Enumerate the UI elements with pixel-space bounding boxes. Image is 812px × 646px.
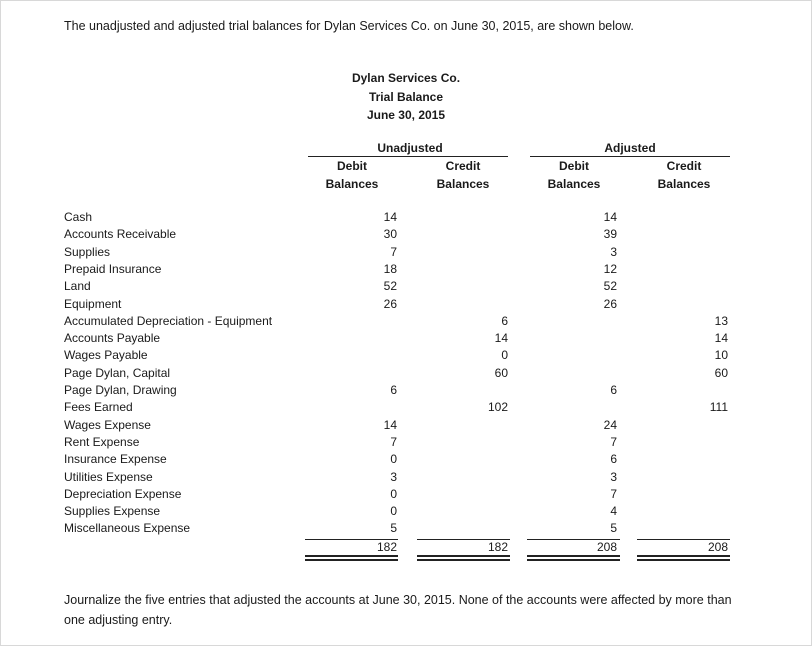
adj-debit-double-rule <box>527 555 620 561</box>
adj-debit-value: 3 <box>610 245 617 259</box>
statement-date: June 30, 2015 <box>366 108 446 122</box>
unadj-debit-value: 0 <box>390 504 397 518</box>
total-adj-credit: 208 <box>707 540 728 554</box>
adj-debit-value: 26 <box>603 297 617 311</box>
company-name: Dylan Services Co. <box>351 71 461 85</box>
unadj-debit-value: 14 <box>383 210 397 224</box>
adj-debit-value: 6 <box>610 383 617 397</box>
adj-debit-header-2: Balances <box>547 177 601 191</box>
unadj-debit-header-1: Debit <box>337 159 367 173</box>
adj-debit-value: 3 <box>610 470 617 484</box>
unadj-debit-value: 0 <box>390 452 397 466</box>
account-name: Accumulated Depreciation - Equipment <box>64 314 273 328</box>
unadj-debit-value: 14 <box>383 418 397 432</box>
adj-credit-value: 60 <box>714 366 728 380</box>
adj-debit-value: 6 <box>610 452 617 466</box>
adj-credit-value: 111 <box>709 400 728 414</box>
adj-credit-header-2: Balances <box>657 177 711 191</box>
account-name: Fees Earned <box>64 400 133 414</box>
adj-debit-value: 7 <box>610 435 617 449</box>
statement-title: Trial Balance <box>368 90 444 104</box>
account-name: Wages Payable <box>64 348 148 362</box>
account-name: Utilities Expense <box>64 470 153 484</box>
account-name: Land <box>64 279 91 293</box>
unadjusted-header: Unadjusted <box>377 141 443 155</box>
unadj-credit-header-2: Balances <box>436 177 490 191</box>
account-name: Page Dylan, Capital <box>64 366 171 380</box>
unadj-debit-double-rule <box>305 555 398 561</box>
unadj-debit-value: 5 <box>390 521 397 535</box>
account-name: Accounts Payable <box>64 331 161 345</box>
adj-debit-value: 24 <box>603 418 617 432</box>
unadj-debit-value: 18 <box>383 262 397 276</box>
unadj-debit-value: 26 <box>383 297 397 311</box>
adj-credit-value: 13 <box>714 314 728 328</box>
account-name: Prepaid Insurance <box>64 262 162 276</box>
account-name: Accounts Receivable <box>64 227 177 241</box>
account-name: Miscellaneous Expense <box>64 521 191 535</box>
unadj-credit-value: 0 <box>501 348 508 362</box>
account-name: Supplies Expense <box>64 504 161 518</box>
account-name: Page Dylan, Drawing <box>64 383 177 397</box>
unadj-debit-header-2: Balances <box>325 177 379 191</box>
account-name: Rent Expense <box>64 435 140 449</box>
unadj-debit-value: 3 <box>390 470 397 484</box>
adjusted-underline <box>530 156 730 157</box>
unadj-credit-header-1: Credit <box>445 159 481 173</box>
unadj-credit-double-rule <box>417 555 510 561</box>
instruction-text: Journalize the five entries that adjusted the accounts at June 30, 2015. None of the accounts were affected by more than one adjusting entry. <box>64 593 732 627</box>
adj-debit-value: 12 <box>603 262 617 276</box>
account-name: Equipment <box>64 297 122 311</box>
unadj-debit-value: 0 <box>390 487 397 501</box>
unadj-debit-value: 7 <box>390 245 397 259</box>
intro-text: The unadjusted and adjusted trial balances for Dylan Services Co. on June 30, 2015, are shown below. <box>64 19 634 33</box>
unadjusted-underline <box>308 156 508 157</box>
total-adj-debit: 208 <box>596 540 617 554</box>
adj-debit-value: 5 <box>610 521 617 535</box>
adj-credit-value: 10 <box>714 348 728 362</box>
unadj-credit-value: 6 <box>501 314 508 328</box>
total-unadj-debit: 182 <box>376 540 397 554</box>
account-name: Wages Expense <box>64 418 151 432</box>
account-name: Depreciation Expense <box>64 487 182 501</box>
account-name: Insurance Expense <box>64 452 167 466</box>
adj-debit-value: 4 <box>610 504 617 518</box>
adj-debit-header-1: Debit <box>559 159 589 173</box>
unadj-debit-value: 6 <box>390 383 397 397</box>
account-name: Supplies <box>64 245 111 259</box>
adj-credit-value: 14 <box>714 331 728 345</box>
adj-credit-header-1: Credit <box>666 159 702 173</box>
adj-debit-value: 7 <box>610 487 617 501</box>
unadj-debit-value: 52 <box>383 279 397 293</box>
adj-debit-value: 52 <box>603 279 617 293</box>
account-name: Cash <box>64 210 93 224</box>
unadj-credit-value: 14 <box>494 331 508 345</box>
adjusted-header: Adjusted <box>604 141 656 155</box>
unadj-debit-value: 7 <box>390 435 397 449</box>
adj-debit-value: 14 <box>603 210 617 224</box>
adj-debit-value: 39 <box>603 227 617 241</box>
total-unadj-credit: 182 <box>487 540 508 554</box>
unadj-credit-value: 102 <box>487 400 508 414</box>
adj-credit-double-rule <box>637 555 730 561</box>
unadj-debit-value: 30 <box>383 227 397 241</box>
unadj-credit-value: 60 <box>494 366 508 380</box>
